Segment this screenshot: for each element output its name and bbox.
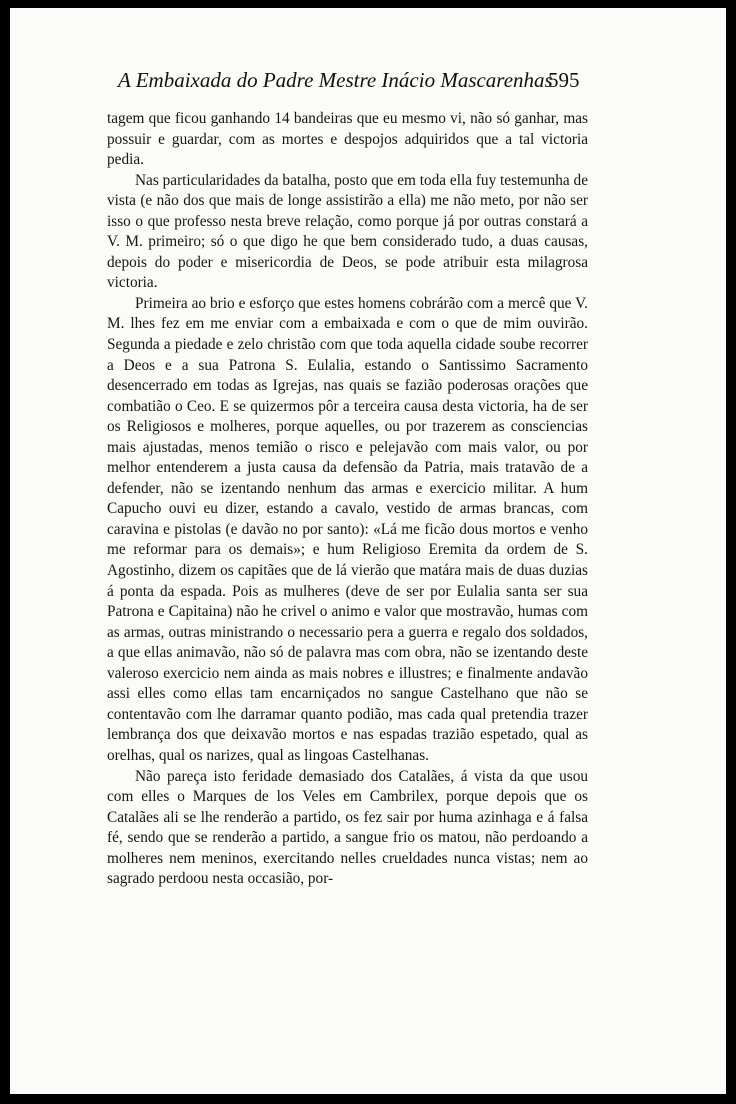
book-page: [10, 8, 726, 1094]
paragraph: Primeira ao brio e esforço que estes homens cobrárão com a mercê que V. M. lhes fez em me enviar com a embaixada e com o que de mim ouvirão. Segunda a piedade e zelo christão com que toda aquella cidade soube recorrer a Deos e a sua Patrona S. Eulalia, estando o Santissimo Sacramento desencerrado em todas as Igrejas, nas quais se fazião poderosas orações que combatião o Ceo. E se quizermos pôr a terceira causa desta victoria, ha de ser os Religiosos e molheres, porque aquelles, ou por trazerem as consciencias mais ajustadas, menos temião o risco e pelejavão com mais valor, ou por melhor entenderem a justa causa da defensão da Patria, mais tratavão de a defender, não se izentando nenhum das armas e exercicio militar. A hum Capucho ouvi eu dizer, estando a cavalo, vestido de armas brancas, com caravina e pistolas (e davão no por santo): «Lá me ficão dous mortos e venho me reformar para os demais»; e hum Religioso Eremita da ordem de S. Agostinho, dizem os capitães que de lá vierão que matára mais de duas duzias á ponta da espada. Pois as mulheres (deve de ser por Eulalia santa ser sua Patrona e Capitaina) não he crivel o animo e valor que mostravão, humas com as armas, outras ministrando o necessario pera a guerra e regalo dos soldados, a que ellas animavão, não só de palavra mas com obra, não se izentando deste valeroso exercicio nem ainda as mais nobres e illustres; e finalmente andavão assi elles como ellas tam encarniçados no sangue Castelhano que não se contentavão com lhe darramar quanto podião, mas cada qual pretendia trazer lembrança dos que deixavão mortos e nas espadas trazião espetado, qual as orelhas, qual os narizes, qual as lingoas Castelhanas.: [107, 294, 588, 764]
running-title: A Embaixada do Padre Mestre Inácio Mascarenhas: [118, 68, 553, 92]
paragraph: Não pareça isto feridade demasiado dos Catalães, á vista da que usou com elles o Marques de los Veles em Cambrilex, porque depois que os Catalães ali se lhe renderão a partido, os fez sair por huma azinhaga e á falsa fé, sendo que se renderão a partido, a sangue frio os matou, não perdoando a molheres nem meninos, exercitando nelles crueldades nunca vistas; nem ao sagrado perdoou nesta occasião, por-: [107, 767, 588, 888]
paragraph: Nas particularidades da batalha, posto que em toda ella fuy testemunha de vista (e não dos que mais de longe assistirão a ella) me não meto, por não ser isso o que professo nesta breve relação, como porque já por outras constará a V. M. primeiro; só o que digo he que bem considerado tudo, a duas causas, depois do poder e misericordia de Deos, se pode atribuir esta milagrosa victoria.: [107, 171, 588, 292]
running-header: [10, 68, 726, 100]
page-body: [107, 109, 588, 890]
paragraph: tagem que ficou ganhando 14 bandeiras que eu mesmo vi, não só ganhar, mas possuir e guardar, com as mortes e despojos adquiridos que a tal victoria pedia.: [107, 110, 588, 169]
page-number: 595: [548, 68, 580, 92]
